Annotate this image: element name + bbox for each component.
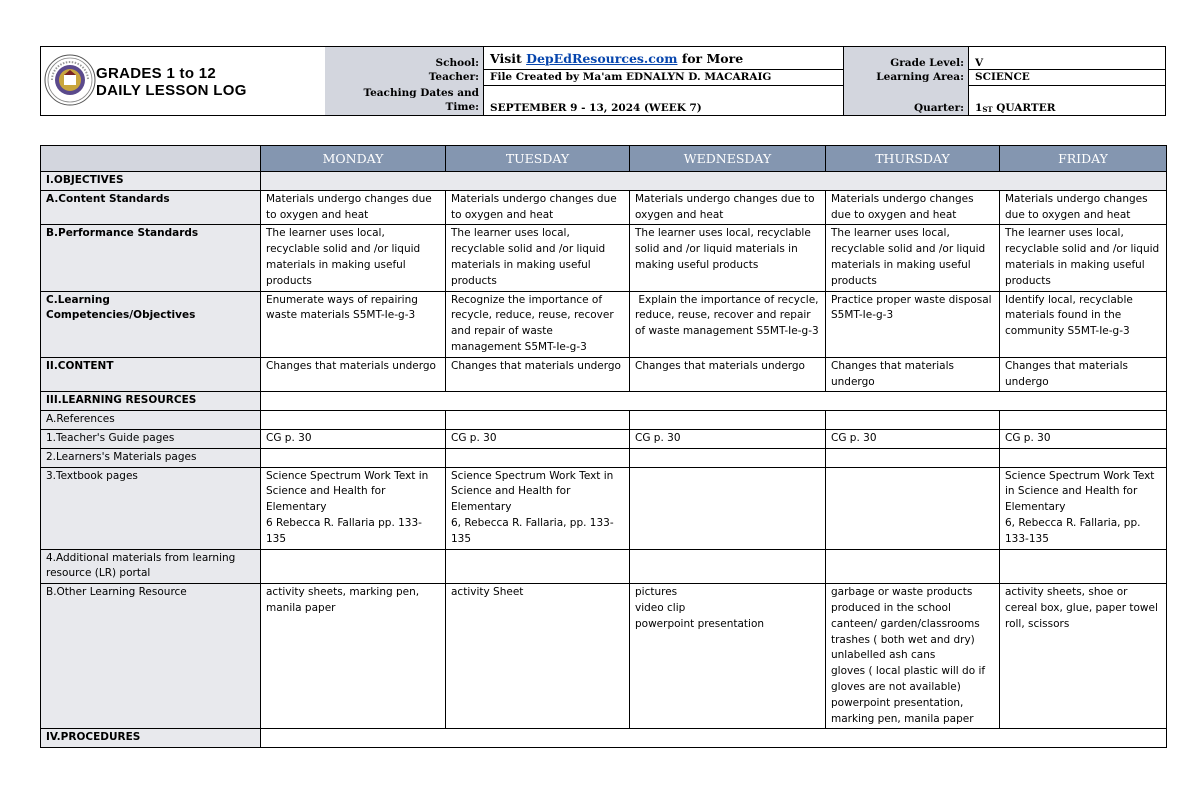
references-friday bbox=[1000, 411, 1167, 430]
teachers-guide-monday: CG p. 30 bbox=[261, 429, 446, 448]
title-daily-lesson-log: DAILY LESSON LOG bbox=[96, 82, 247, 99]
deped-seal-icon bbox=[44, 54, 96, 106]
content-standards-row bbox=[41, 190, 1167, 225]
teachers-guide-tuesday: CG p. 30 bbox=[446, 429, 630, 448]
teachers-guide-wednesday: CG p. 30 bbox=[630, 429, 826, 448]
additional-materials-thursday bbox=[826, 549, 1000, 584]
other-resources-row bbox=[41, 584, 1167, 729]
additional-materials-row bbox=[41, 549, 1167, 584]
learners-materials-label: 2.Learners's Materials pages bbox=[41, 448, 261, 467]
competencies-tuesday: Recognize the importance of recycle, reduce, reuse, recover and repair of waste management S5MT-Ie-g-3 bbox=[446, 291, 630, 357]
other-resources-thursday: garbage or waste products produced in the school canteen/ garden/classrooms trashes ( both wet and dry) unlabelled ash cans gloves ( local plastic will do if gloves are not available) powerpoint presentation, marking pen, manila paper bbox=[826, 584, 1000, 729]
competencies-label: C.Learning Competencies/Objectives bbox=[41, 291, 261, 357]
other-resources-friday: activity sheets, shoe or cereal box, glue, paper towel roll, scissors bbox=[1000, 584, 1167, 729]
competencies-thursday: Practice proper waste disposal S5MT-Ie-g-3 bbox=[826, 291, 1000, 357]
teaching-dates-label-line2: Time: bbox=[445, 101, 479, 113]
teachers-guide-thursday: CG p. 30 bbox=[826, 429, 1000, 448]
quarter-text: QUARTER bbox=[992, 102, 1056, 114]
content-standards-monday: Materials undergo changes due to oxygen and heat bbox=[261, 190, 446, 225]
quarter-number: 1 bbox=[975, 102, 983, 114]
day-header-row bbox=[41, 146, 1167, 172]
other-resources-tuesday: activity Sheet bbox=[446, 584, 630, 729]
competencies-monday: Enumerate ways of repairing waste materials S5MT-Ie-g-3 bbox=[261, 291, 446, 357]
teaching-dates-label bbox=[325, 85, 484, 115]
content-standards-tuesday: Materials undergo changes due to oxygen and heat bbox=[446, 190, 630, 225]
content-friday: Changes that materials undergo bbox=[1000, 357, 1167, 392]
content-thursday: Changes that materials undergo bbox=[826, 357, 1000, 392]
performance-standards-tuesday: The learner uses local, recyclable solid and /or liquid materials in making useful products bbox=[446, 225, 630, 291]
quarter-value bbox=[969, 85, 1165, 115]
content-label: II.CONTENT bbox=[41, 357, 261, 392]
learning-resources-heading: III.LEARNING RESOURCES bbox=[41, 392, 261, 411]
objectives-span-cell bbox=[261, 172, 1167, 191]
quarter-label: Quarter: bbox=[844, 85, 969, 115]
day-header-wednesday: WEDNESDAY bbox=[630, 146, 826, 172]
learning-resources-row bbox=[41, 392, 1167, 411]
header-row-dates bbox=[325, 85, 1165, 115]
learners-materials-row bbox=[41, 448, 1167, 467]
additional-materials-wednesday bbox=[630, 549, 826, 584]
lesson-log-header bbox=[40, 46, 1166, 116]
teachers-guide-label: 1.Teacher's Guide pages bbox=[41, 429, 261, 448]
performance-standards-wednesday: The learner uses local, recyclable solid and /or liquid materials in making useful products bbox=[630, 225, 826, 291]
textbook-thursday bbox=[826, 467, 1000, 549]
learning-area-value: SCIENCE bbox=[975, 71, 1030, 83]
school-suffix: for More bbox=[677, 50, 744, 66]
header-row-school bbox=[325, 47, 1165, 70]
other-resources-label: B.Other Learning Resource bbox=[41, 584, 261, 729]
school-value bbox=[484, 47, 844, 69]
procedures-row bbox=[41, 729, 1167, 748]
title-grades: GRADES 1 to 12 bbox=[96, 65, 217, 82]
content-standards-label: A.Content Standards bbox=[41, 190, 261, 225]
day-header-thursday: THURSDAY bbox=[826, 146, 1000, 172]
procedures-span-cell bbox=[261, 729, 1167, 748]
performance-standards-thursday: The learner uses local, recyclable solid and /or liquid materials in making useful products bbox=[826, 225, 1000, 291]
day-header-friday: FRIDAY bbox=[1000, 146, 1167, 172]
content-standards-friday: Materials undergo changes due to oxygen and heat bbox=[1000, 190, 1167, 225]
learners-materials-monday bbox=[261, 448, 446, 467]
competencies-wednesday: Explain the importance of recycle, reduce, reuse, recover and repair of waste management S5MT-Ie-g-3 bbox=[630, 291, 826, 357]
teachers-guide-row bbox=[41, 429, 1167, 448]
objectives-heading: I.OBJECTIVES bbox=[41, 172, 261, 191]
lesson-log-table bbox=[40, 145, 1167, 748]
grade-level-value: V bbox=[975, 57, 984, 69]
content-wednesday: Changes that materials undergo bbox=[630, 357, 826, 392]
depedresources-link[interactable]: DepEdResources.com bbox=[526, 50, 678, 66]
teacher-label: Teacher: bbox=[325, 69, 484, 85]
competencies-row bbox=[41, 291, 1167, 357]
competencies-friday: Identify local, recyclable materials found in the community S5MT-Ie-g-3 bbox=[1000, 291, 1167, 357]
header-blank-cell bbox=[41, 146, 261, 172]
textbook-monday: Science Spectrum Work Text in Science and Health for Elementary 6 Rebecca R. Fallaria pp. 133-135 bbox=[261, 467, 446, 549]
learners-materials-tuesday bbox=[446, 448, 630, 467]
teacher-value: File Created by Ma'am EDNALYN D. MACARAIG bbox=[484, 69, 844, 85]
other-resources-monday: activity sheets, marking pen, manila paper bbox=[261, 584, 446, 729]
performance-standards-friday: The learner uses local, recyclable solid and /or liquid materials in making useful products bbox=[1000, 225, 1167, 291]
references-row bbox=[41, 411, 1167, 430]
school-prefix: Visit bbox=[490, 50, 527, 66]
teaching-dates-label-line1: Teaching Dates and bbox=[363, 87, 479, 99]
additional-materials-label: 4.Additional materials from learning resource (LR) portal bbox=[41, 549, 261, 584]
additional-materials-monday bbox=[261, 549, 446, 584]
performance-standards-label: B.Performance Standards bbox=[41, 225, 261, 291]
teachers-guide-friday: CG p. 30 bbox=[1000, 429, 1167, 448]
day-header-tuesday: TUESDAY bbox=[446, 146, 630, 172]
quarter-superscript: ST bbox=[982, 105, 993, 114]
learners-materials-thursday bbox=[826, 448, 1000, 467]
content-standards-wednesday: Materials undergo changes due to oxygen and heat bbox=[630, 190, 826, 225]
teaching-dates-value: SEPTEMBER 9 - 13, 2024 (WEEK 7) bbox=[484, 85, 844, 115]
objectives-section-row bbox=[41, 172, 1167, 191]
textbook-label: 3.Textbook pages bbox=[41, 467, 261, 549]
other-resources-wednesday: pictures video clip powerpoint presentation bbox=[630, 584, 826, 729]
textbook-wednesday bbox=[630, 467, 826, 549]
day-header-monday: MONDAY bbox=[261, 146, 446, 172]
learning-area-label: Learning Area: bbox=[844, 69, 969, 85]
grade-level-label: Grade Level: bbox=[844, 47, 969, 69]
performance-standards-monday: The learner uses local, recyclable solid and /or liquid materials in making useful products bbox=[261, 225, 446, 291]
content-row bbox=[41, 357, 1167, 392]
content-monday: Changes that materials undergo bbox=[261, 357, 446, 392]
performance-standards-row bbox=[41, 225, 1167, 291]
references-thursday bbox=[826, 411, 1000, 430]
textbook-friday: Science Spectrum Work Text in Science and Health for Elementary 6, Rebecca R. Fallaria, pp. 133-135 bbox=[1000, 467, 1167, 549]
textbook-row bbox=[41, 467, 1167, 549]
references-label: A.References bbox=[41, 411, 261, 430]
references-tuesday bbox=[446, 411, 630, 430]
header-row-teacher bbox=[325, 69, 1165, 86]
learners-materials-friday bbox=[1000, 448, 1167, 467]
learners-materials-wednesday bbox=[630, 448, 826, 467]
references-wednesday bbox=[630, 411, 826, 430]
school-label: School: bbox=[325, 47, 484, 69]
content-tuesday: Changes that materials undergo bbox=[446, 357, 630, 392]
references-monday bbox=[261, 411, 446, 430]
logo-title-box bbox=[41, 47, 326, 115]
textbook-tuesday: Science Spectrum Work Text in Science and Health for Elementary 6, Rebecca R. Fallaria, pp. 133-135 bbox=[446, 467, 630, 549]
content-standards-thursday: Materials undergo changes due to oxygen and heat bbox=[826, 190, 1000, 225]
procedures-heading: IV.PROCEDURES bbox=[41, 729, 261, 748]
additional-materials-friday bbox=[1000, 549, 1167, 584]
additional-materials-tuesday bbox=[446, 549, 630, 584]
learning-resources-span-cell bbox=[261, 392, 1167, 411]
